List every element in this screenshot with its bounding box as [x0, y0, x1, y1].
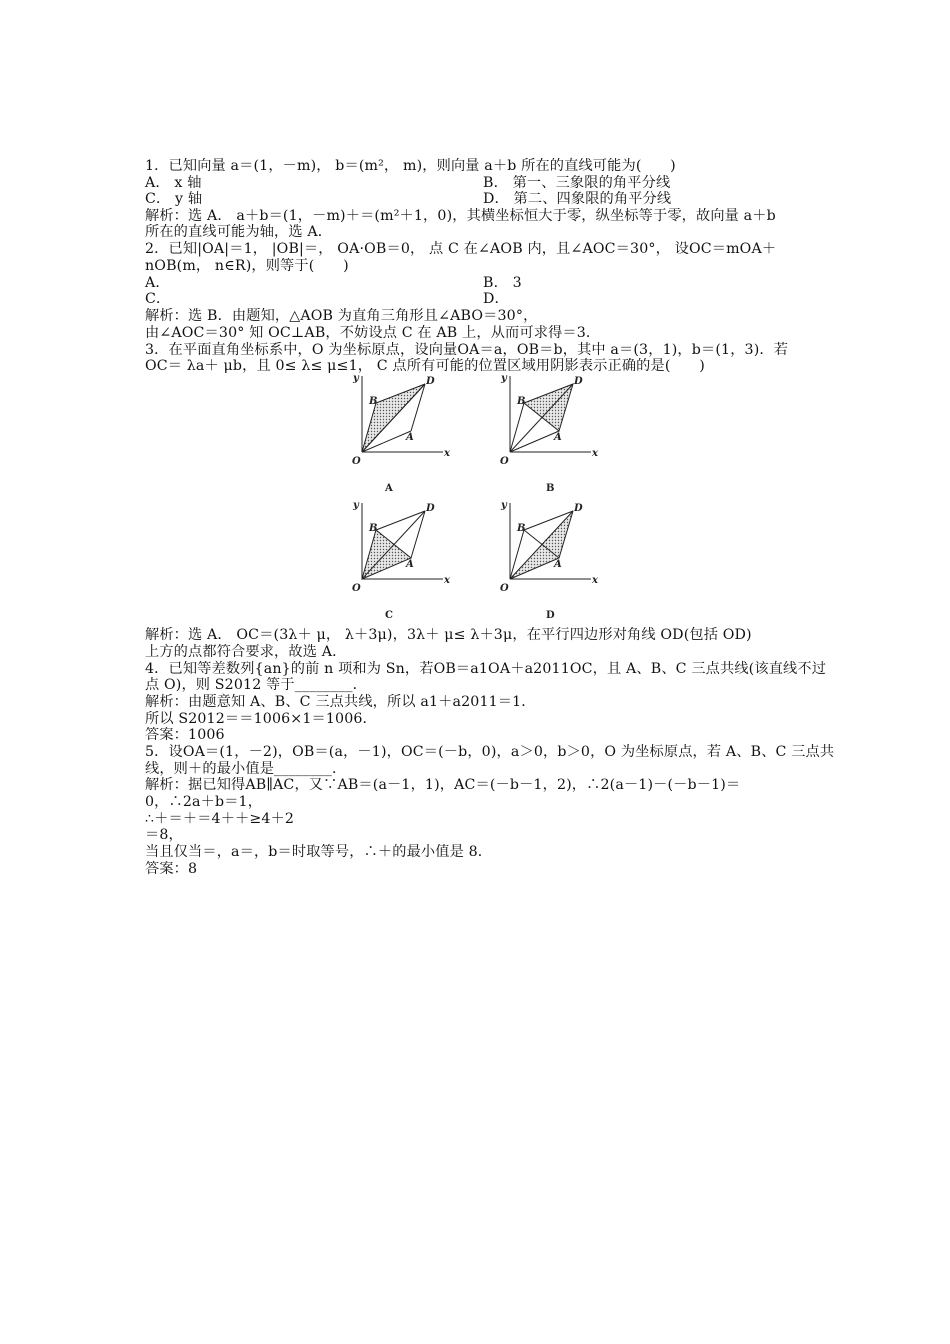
figure-c-d-label: D: [426, 503, 435, 514]
figure-b-caption: B: [546, 483, 555, 494]
figure-a-caption: A: [385, 483, 393, 494]
figure-c-x-label: x: [444, 575, 450, 586]
figure-c-b-label: B: [369, 523, 378, 534]
figure-d-x-label: x: [592, 575, 598, 586]
q3-solution-line-2: 上方的点都符合要求，故选 A．: [145, 644, 347, 660]
q2-option-d: D．: [483, 291, 509, 307]
q1-solution-line-1: 解析：选 A． a＋b＝(1，－m)＋＝(m²＋1，0)，其横坐标恒大于零，纵坐标等于零，故向量 a＋b: [145, 208, 776, 224]
figure-c-origin-label: O: [352, 583, 361, 592]
q2-solution-line-1: 解析：选 B．由题知，△AOB 为直角三角形且∠ABO＝30°，: [145, 308, 538, 324]
q5-solution-line-4: ＝8，: [145, 827, 183, 843]
figure-c-caption: C: [385, 610, 393, 621]
q1-stem: 1．已知向量 a＝(1，－m)， b＝(m²， m)，则向量 a＋b 所在的直线可能为( ): [145, 158, 676, 174]
figure-c-a-label: A: [406, 559, 414, 570]
q3-stem-line-1: 3．在平面直角坐标系中，O 为坐标原点，设向量OA＝a，OB＝b，其中 a＝(3，1)，b＝(1，3)．若: [145, 342, 789, 358]
figure-c-y-label: y: [353, 500, 359, 511]
figure-a-x-label: x: [444, 448, 450, 459]
figure-a: [340, 370, 455, 465]
figure-a-y-label: y: [353, 373, 359, 384]
q5-answer: 答案：8: [145, 861, 198, 877]
q2-option-c: C．: [145, 291, 171, 307]
figure-d-y-label: y: [501, 500, 507, 511]
q4-stem-line-1: 4．已知等差数列{an}的前 n 项和为 Sn，若OB＝a1OA＋a2011OC，且 A、B、C 三点共线(该直线不过: [145, 661, 827, 677]
figure-d-b-label: B: [517, 523, 526, 534]
figure-a-origin-label: O: [352, 456, 361, 465]
q5-solution-line-5: 当且仅当＝，a＝，b＝时取等号，∴＋的最小值是 8．: [145, 844, 493, 860]
q5-stem-line-2: 线，则＋的最小值是________．: [145, 761, 347, 777]
figure-d-caption: D: [546, 610, 555, 621]
figure-d-a-label: A: [554, 559, 562, 570]
figure-a-d-label: D: [426, 376, 435, 387]
figure-d-d-label: D: [574, 503, 583, 514]
q2-solution-line-2: 由∠AOC＝30° 知 OC⊥AB，不妨设点 C 在 AB 上，从而可求得＝3．: [145, 325, 601, 341]
q5-solution-line-1: 解析：据已知得AB∥AC，又∵AB＝(a－1，1)，AC＝(－b－1，2)，∴2(a－1)－(－b－1)＝: [145, 777, 741, 793]
figure-b-origin-label: O: [500, 456, 509, 465]
q5-stem-line-1: 5．设OA＝(1，－2)，OB＝(a，－1)，OC＝(－b，0)，a＞0，b＞0，O 为坐标原点，若 A、B、C 三点共: [145, 744, 835, 760]
figure-a-a-label: A: [406, 432, 414, 443]
q4-stem-line-2: 点 O)，则 S2012 等于________．: [145, 677, 367, 693]
figure-b-y-label: y: [501, 373, 507, 384]
figure-b-d-label: D: [574, 376, 583, 387]
figure-a-b-label: B: [369, 396, 378, 407]
q3-solution-line-1: 解析：选 A． OC＝(3λ＋ μ， λ＋3μ)，3λ＋ μ≤ λ＋3μ，在平行四边形对角线 OD(包括 OD): [145, 627, 752, 643]
q2-option-b: B． 3: [483, 275, 522, 291]
figure-b-x-label: x: [592, 448, 598, 459]
figure-b-b-label: B: [517, 396, 526, 407]
figure-d: [488, 497, 603, 592]
q2-option-a: A．: [145, 275, 170, 291]
q1-option-a: A． x 轴: [145, 175, 202, 191]
figure-b: [488, 370, 603, 465]
q1-option-c: C． y 轴: [145, 191, 203, 207]
q2-stem-line-2: nOB(m， n∈R)，则等于( ): [145, 258, 349, 274]
q4-solution-line-2: 所以 S2012＝＝1006×1＝1006．: [145, 711, 377, 727]
q2-stem-line-1: 2．已知|OA|＝1， |OB|＝， OA·OB＝0， 点 C 在∠AOB 内，且∠AOC＝30°， 设OC＝mOA＋: [145, 241, 777, 257]
q4-answer: 答案：1006: [145, 727, 225, 743]
q1-solution-line-2: 所在的直线可能为轴，选 A．: [145, 224, 333, 240]
q3-stem-line-2: OC＝ λa＋ μb，且 0≤ λ≤ μ≤1， C 点所有可能的位置区域用阴影表示正确的是( ): [145, 358, 705, 374]
q5-solution-line-3: ∴＋＝＋＝4＋＋≥4＋2: [145, 811, 295, 827]
q1-option-d: D． 第二、四象限的角平分线: [483, 191, 672, 207]
figure-d-origin-label: O: [500, 583, 509, 592]
q4-solution-line-1: 解析：由题意知 A、B、C 三点共线，所以 a1＋a2011＝1．: [145, 694, 536, 710]
q5-solution-line-2: 0，∴2a＋b＝1，: [145, 794, 263, 810]
q1-option-b: B． 第一、三象限的角平分线: [483, 175, 671, 191]
figure-b-a-label: A: [554, 432, 562, 443]
figure-c: [340, 497, 455, 592]
